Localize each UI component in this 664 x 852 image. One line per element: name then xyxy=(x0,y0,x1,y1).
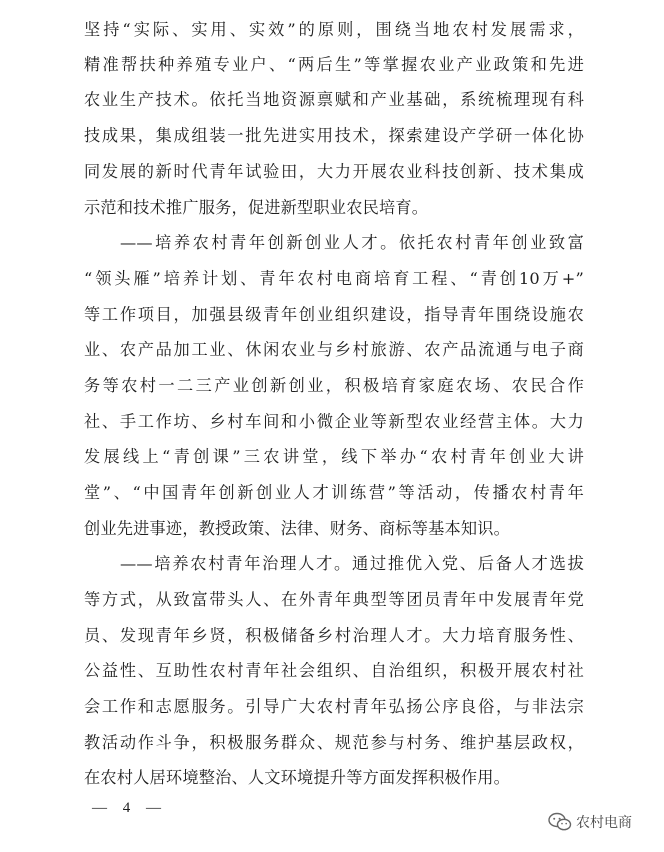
body-text-line: 公益性、互助性农村青年社会组织、自治组织，积极开展农村社 xyxy=(84,661,584,680)
body-text-line: 同发展的新时代青年试验田，大力开展农业科技创新、技术集成 xyxy=(84,162,584,181)
body-text-line: 社、手工作坊、乡村车间和小微企业等新型农业经营主体。大力 xyxy=(84,412,584,431)
section-heading-line: ——培养农村青年治理人才。通过推优入党、后备人才选拔 xyxy=(120,554,584,573)
body-text-line: 农业生产技术。依托当地资源禀赋和产业基础，系统梳理现有科 xyxy=(84,90,584,109)
body-text-line: 在农村人居环境整治、人文环境提升等方面发挥积极作用。 xyxy=(84,768,511,787)
wechat-icon xyxy=(548,812,572,832)
body-text-line: 精准帮扶种养殖专业户、“两后生”等掌握农业产业政策和先进 xyxy=(84,55,584,74)
body-text-line: 等工作项目，加强县级青年创业组织建设，指导青年围绕设施农 xyxy=(84,305,584,324)
body-text-line: 业、农产品加工业、休闲农业与乡村旅游、农产品流通与电子商 xyxy=(84,340,584,359)
section-heading-line: ——培养农村青年创新创业人才。依托农村青年创业致富 xyxy=(120,233,584,252)
body-text-line: 员、发现青年乡贤，积极储备乡村治理人才。大力培育服务性、 xyxy=(84,626,584,645)
page-number: — 4 — xyxy=(92,800,167,816)
body-text-line: 坚持“实际、实用、实效”的原则，围绕当地农村发展需求， xyxy=(84,20,584,39)
body-text-line: 务等农村一二三产业创新创业，积极培育家庭农场、农民合作 xyxy=(84,376,584,395)
body-text-line: 示范和技术推广服务，促进新型职业农民培育。 xyxy=(84,198,429,217)
body-text-line: 堂”、“中国青年创新创业人才训练营”等活动，传播农村青年 xyxy=(84,483,584,502)
body-text-line: 创业先进事迹，教授政策、法律、财务、商标等基本知识。 xyxy=(84,519,511,538)
watermark-text: 农村电商 xyxy=(576,815,632,831)
body-text-line: 教活动作斗争，积极服务群众、规范参与村务、维护基层政权， xyxy=(84,733,584,752)
watermark xyxy=(548,812,632,832)
body-text-line: 会工作和志愿服务。引导广大农村青年弘扬公序良俗，与非法宗 xyxy=(84,697,584,716)
body-text-line: 等方式，从致富带头人、在外青年典型等团员青年中发展青年党 xyxy=(84,590,584,609)
body-text-line: “领头雁”培养计划、青年农村电商培育工程、“青创10万+” xyxy=(84,269,584,288)
body-text-line: 技成果，集成组装一批先进实用技术，探索建设产学研一体化协 xyxy=(84,126,584,145)
body-text-line: 发展线上“青创课”三农讲堂，线下举办“农村青年创业大讲 xyxy=(84,447,584,466)
